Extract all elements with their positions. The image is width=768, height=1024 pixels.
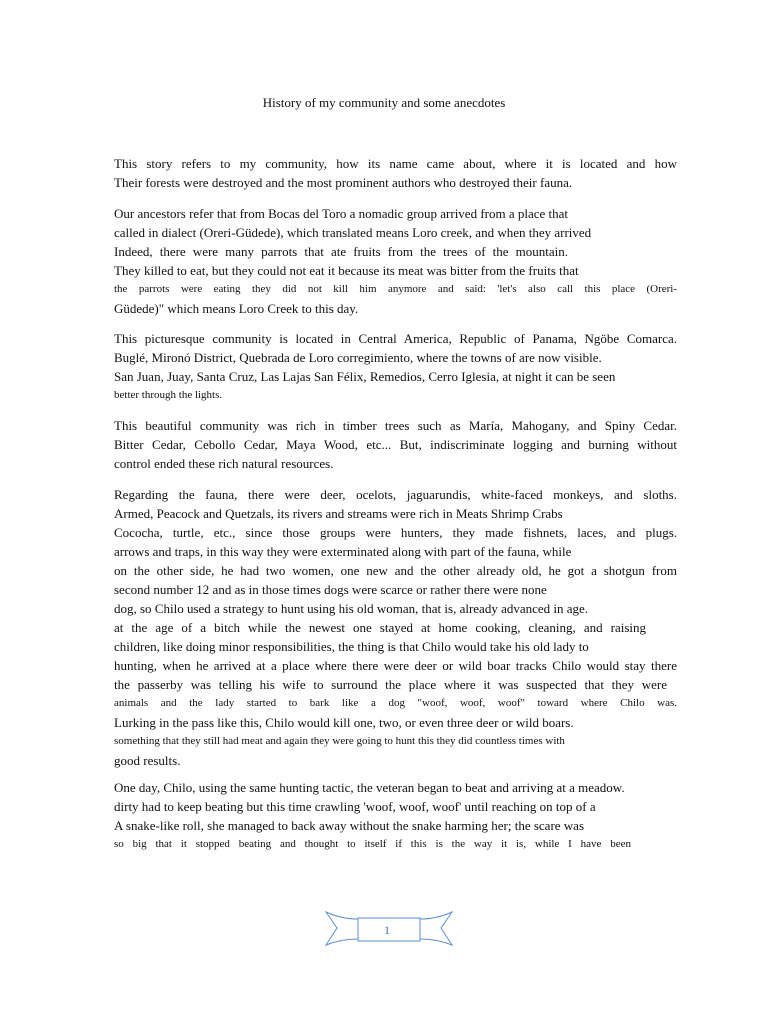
text-line: second number 12 and as in those times dogs were scarce or rather there were none [114, 582, 547, 597]
text-line: Armed, Peacock and Quetzals, its rivers and streams were rich in Meats Shrimp Crabs [114, 506, 563, 521]
text-line: arrows and traps, in this way they were exterminated along with part of the fauna, while [114, 544, 572, 559]
text-line: This picturesque community is located in Central America, Republic of Panama, Ngöbe Comarca. [114, 331, 677, 346]
text-line: the parrots were eating they did not kill him anymore and said: 'let's also call this place (Oreri- [114, 283, 677, 295]
text-line: Regarding the fauna, there were deer, ocelots, jaguarundis, white-faced monkeys, and sloths. [114, 487, 677, 502]
text-line: One day, Chilo, using the same hunting tactic, the veteran began to beat and arriving at a meadow. [114, 780, 625, 795]
text-line: on the other side, he had two women, one new and the other already old, he got a shotgun from [114, 563, 677, 578]
text-line: the passerby was telling his wife to surround the place where it was suspected that they were [114, 677, 667, 692]
text-line: Bitter Cedar, Cebollo Cedar, Maya Wood, etc... But, indiscriminate logging and burning without [114, 437, 677, 452]
text-line: Our ancestors refer that from Bocas del Toro a nomadic group arrived from a place that [114, 206, 569, 221]
text-line: Their forests were destroyed and the most prominent authors who destroyed their fauna. [114, 175, 573, 190]
text-line: something that they still had meat and again they were going to hunt this they did countless times with [114, 735, 565, 747]
text-line: They killed to eat, but they could not eat it because its meat was bitter from the fruits that [114, 263, 579, 278]
text-line: children, like doing minor responsibilities, the thing is that Chilo would take his old lady to [114, 639, 589, 654]
text-line: good results. [114, 753, 181, 768]
text-line: This beautiful community was rich in timber trees such as María, Mahogany, and Spiny Cedar. [114, 418, 677, 433]
text-line: This story refers to my community, how its name came about, where it is located and how [114, 156, 677, 171]
text-line: A snake-like roll, she managed to back away without the snake harming her; the scare was [114, 818, 585, 833]
text-line: Indeed, there were many parrots that ate fruits from the trees of the mountain. [114, 244, 568, 259]
text-line: hunting, when he arrived at a place where there were deer or wild boar tracks Chilo would stay there [114, 658, 677, 673]
text-line: Lurking in the pass like this, Chilo would kill one, two, or even three deer or wild boars. [114, 715, 574, 730]
text-line: Güdede)" which means Loro Creek to this day. [114, 301, 359, 316]
text-line: better through the lights. [114, 389, 223, 401]
paragraph-1 [114, 154, 677, 192]
text-line: dog, so Chilo used a strategy to hunt using his old woman, that is, already advanced in age. [114, 601, 589, 616]
text-line: at the age of a bitch while the newest one stayed at home cooking, cleaning, and raising [114, 620, 646, 635]
text-line: animals and the lady started to bark like a dog "woof, woof, woof" toward where Chilo was. [114, 697, 677, 709]
text-line: Cococha, turtle, etc., since those groups were hunters, they made fishnets, laces, and plugs. [114, 525, 677, 540]
text-line: dirty had to keep beating but this time crawling 'woof, woof, woof' until reaching on top of a [114, 799, 596, 814]
paragraph-6 [114, 778, 677, 854]
page-title: History of my community and some anecdotes [262, 95, 506, 110]
text-line: San Juan, Juay, Santa Cruz, Las Lajas San Félix, Remedios, Cerro Iglesia, at night it can be seen [114, 369, 616, 384]
paragraph-5 [114, 485, 677, 770]
text-line: called in dialect (Oreri-Güdede), which translated means Loro creek, and when they arrived [114, 225, 592, 240]
text-line: Buglé, Mironó District, Quebrada de Loro corregimiento, where the towns of are now visible. [114, 350, 602, 365]
paragraph-4 [114, 416, 677, 473]
page-number: 1 [384, 923, 390, 937]
text-line: so big that it stopped beating and thought to itself if this is the way it is, while I have been [114, 838, 631, 850]
text-line: control ended these rich natural resources. [114, 456, 334, 471]
paragraph-3 [114, 329, 677, 405]
paragraph-2 [114, 204, 677, 318]
